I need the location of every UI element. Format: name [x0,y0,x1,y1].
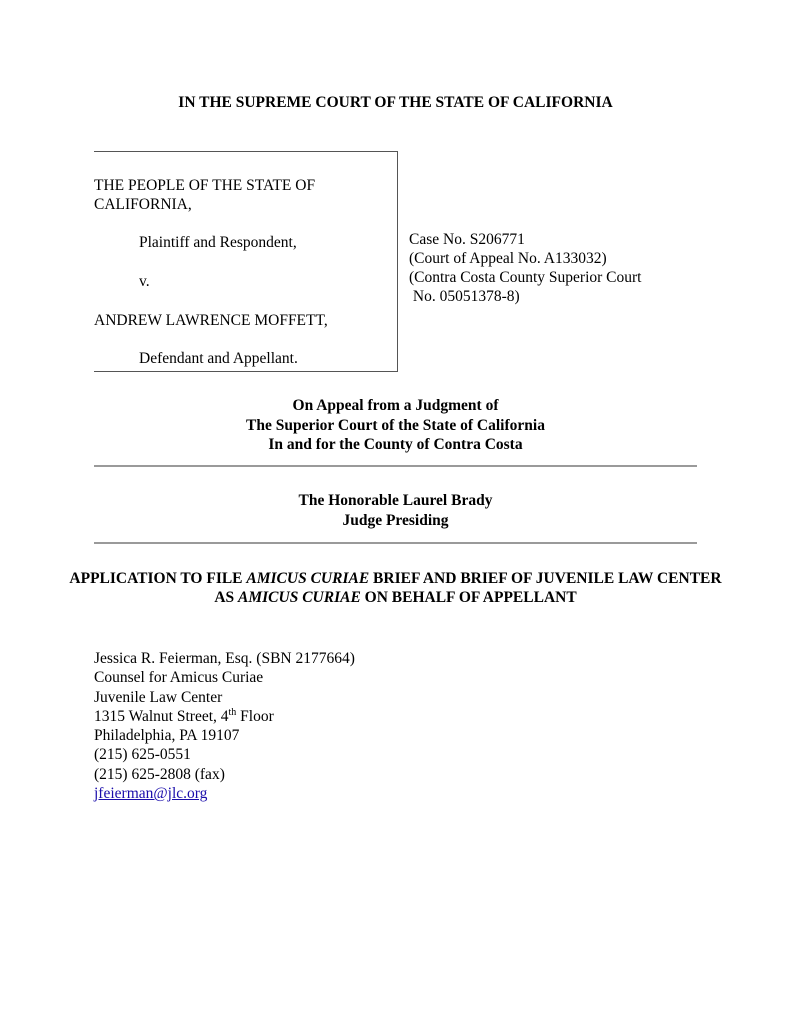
title-text: APPLICATION TO FILE [69,570,247,587]
counsel-block [94,649,355,803]
judge-block [0,491,791,530]
counsel-address-city: Philadelphia, PA 19107 [94,727,240,745]
appeal-block [0,396,791,455]
judge-title: Judge Presiding [342,511,449,529]
counsel-phone: (215) 625-0551 [94,746,191,764]
party1-role: Plaintiff and Respondent, [139,234,297,251]
party2-name: ANDREW LAWRENCE MOFFETT, [94,312,328,329]
title-text: BRIEF AND BRIEF OF JUVENILE LAW CENTER AS [214,570,722,606]
counsel-fax: (215) 625-2808 (fax) [94,765,225,783]
party1-line2: CALIFORNIA, [94,196,192,213]
versus-label: v. [139,273,150,290]
counsel-name: Jessica R. Feierman, Esq. (SBN 2177664) [94,650,355,667]
divider-rule [94,465,697,467]
superior-court-line1: (Contra Costa County Superior Court [409,269,642,286]
party1-line1: THE PEOPLE OF THE STATE OF [94,177,316,194]
case-number: Case No. S206771 [409,231,525,248]
superior-court-line2: No. 05051378-8) [409,288,520,305]
counsel-address-street: 1315 Walnut Street, 4th Floor [94,706,274,725]
title-italic-text: AMICUS CURIAE [238,589,361,606]
title-italic-text: AMICUS CURIAE [246,570,370,587]
appeal-number: (Court of Appeal No. A133032) [409,250,607,267]
application-title [60,569,731,607]
case-info [409,230,642,306]
divider-rule [94,542,697,544]
judge-name: The Honorable Laurel Brady [298,492,493,509]
appeal-line3: In and for the County of Contra Costa [268,436,523,453]
title-text: ON BEHALF OF APPELLANT [360,589,577,606]
counsel-email-link[interactable]: jfeierman@jlc.org [94,785,208,803]
party2-role: Defendant and Appellant. [139,350,298,367]
appeal-line2: The Superior Court of the State of California [246,416,545,434]
appeal-line1: On Appeal from a Judgment of [292,397,499,414]
counsel-role: Counsel for Amicus Curiae [94,669,264,687]
court-title: IN THE SUPREME COURT OF THE STATE OF CALIFORNIA [178,94,613,111]
counsel-organization: Juvenile Law Center [94,688,223,706]
